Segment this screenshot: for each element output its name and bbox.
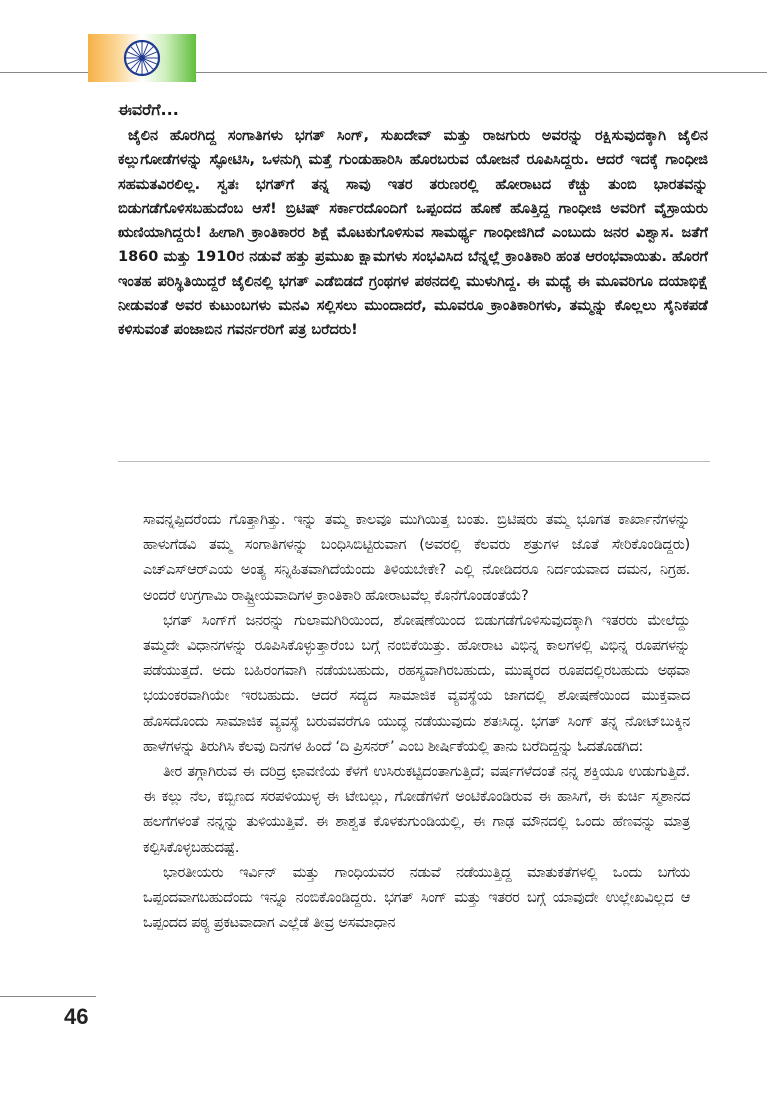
page-number: 46	[64, 1004, 89, 1029]
ashoka-chakra-icon	[125, 41, 159, 75]
summary-box	[118, 100, 710, 460]
body-paragraph: ಸಾವನ್ನಪ್ಪಿದರೆಂದು ಗೊತ್ತಾಗಿತ್ತು. ಇನ್ನು ತಮ್ಮ ಕಾಲವೂ ಮುಗಿಯಿತ್ತ ಬಂತು. ಬ್ರಿಟಿಷರು ತಮ್ಮ ಭೂಗತ ಕಾರ್ಖಾನೆಗಳನ್ನು ಹಾಳುಗೆಡವಿ ತಮ್ಮ ಸಂಗಾತಿಗಳನ್ನು ಬಂಧಿಸಿಬಿಟ್ಟಿರುವಾಗ (ಅವರಲ್ಲಿ ಕೆಲವರು ಶತ್ರುಗಳ ಜೊತೆ ಸೇರಿಕೊಂಡಿದ್ದರು) ಎಚ್‌ಎಸ್‌ಆರ್‌ಎಯ ಅಂತ್ಯ ಸನ್ನಿಹಿತವಾಗಿದೆಯೆಂದು ತಿಳಿಯಬೇಕೇ? ಎಲ್ಲಿ ನೋಡಿದರೂ ನಿರ್ದಯವಾದ ದಮನ, ನಿಗ್ರಹ. ಅಂದರೆ ಉಗ್ರಗಾಮಿ ರಾಷ್ಟ್ರೀಯವಾದಿಗಳ ಕ್ರಾಂತಿಕಾರಿ ಹೋರಾಟವೆಲ್ಲ ಕೊನೆಗೊಂಡಂತೆಯೆ?	[143, 512, 690, 604]
body-paragraph: ತೀರ ತಗ್ಗಾಗಿರುವ ಈ ದರಿದ್ರ ಛಾವಣಿಯ ಕೆಳಗೆ ಉಸಿರುಕಟ್ಟಿದಂತಾಗುತ್ತಿದೆ; ವರ್ಷಗಳೆದಂತೆ ನನ್ನ ಶಕ್ತಿಯೂ ಉಡುಗುತ್ತಿದೆ. ಈ ಕಲ್ಲು ನೆಲ, ಕಬ್ಬಿಣದ ಸರಪಳಿಯುಳ್ಳ ಈ ಟೇಬಲ್ಲು, ಗೋಡೆಗಳಿಗೆ ಅಂಟಿಕೊಂಡಿರುವ ಈ ಹಾಸಿಗೆ, ಈ ಕುರ್ಚಿ ಸ್ಮಶಾನದ ಹಲಗೆಗಳಂತೆ ನನ್ನನ್ನು ತುಳಿಯುತ್ತಿವೆ. ಈ ಶಾಶ್ವತ ಕೊಳಕುಗುಂಡಿಯಲ್ಲಿ, ಈ ಗಾಢ ಮೌನದಲ್ಲಿ ಒಂದು ಹೆಣವನ್ನು ಮಾತ್ರ ಕಲ್ಪಿಸಿಕೊಳ್ಳಬಹುದಷ್ಟೆ.	[143, 764, 690, 856]
summary-text: ಜೈಲಿನ ಹೊರಗಿದ್ದ ಸಂಗಾತಿಗಳು ಭಗತ್ ಸಿಂಗ್, ಸುಖದೇವ್ ಮತ್ತು ರಾಜಗುರು ಅವರನ್ನು ರಕ್ಷಿಸುವುದಕ್ಕಾಗಿ ಜೈಲಿನ ಕಲ್ಲುಗೋಡೆಗಳನ್ನು ಸ್ಫೋಟಿಸಿ, ಒಳನುಗ್ಗಿ ಮತ್ತೆ ಗುಂಡುಹಾರಿಸಿ ಹೊರಬರುವ ಯೋಜನೆ ರೂಪಿಸಿದ್ದರು. ಆದರೆ ಇದಕ್ಕೆ ಗಾಂಧೀಜಿ ಸಹಮತವಿರಲಿಲ್ಲ. ಸ್ವತಃ ಭಗತ್‌ಗೆ ತನ್ನ ಸಾವು ಇತರ ತರುಣರಲ್ಲಿ ಹೋರಾಟದ ಕೆಚ್ಚು ತುಂಬಿ ಭಾರತವನ್ನು ಬಿಡುಗಡೆಗೊಳಿಸಬಹುದೆಂಬ ಆಸೆ! ಬ್ರಿಟಿಷ್ ಸರ್ಕಾರದೊಂದಿಗೆ ಒಪ್ಪಂದದ ಹೊಣೆ ಹೊತ್ತಿದ್ದ ಗಾಂಧೀಜಿ ಅವರಿಗೆ ವೈಸ್ರಾಯರು ಋಣಿಯಾಗಿದ್ದರು! ಹೀಗಾಗಿ ಕ್ರಾಂತಿಕಾರರ ಶಿಕ್ಷೆ ಮೊಟಕುಗೊಳಿಸುವ ಸಾಮರ್ಥ್ಯ ಗಾಂಧೀಜಿಗಿದೆ ಎಂಬುದು ಜನರ ವಿಶ್ವಾಸ. ಜತೆಗೆ 1860 ಮತ್ತು 1910ರ ನಡುವೆ ಹತ್ತು ಪ್ರಮುಖ ಕ್ಷಾಮಗಳು ಸಂಭವಿಸಿದ ಬೆನ್ನಲ್ಲೆ ಕ್ರಾಂತಿಕಾರಿ ಹಂತ ಆರಂಭವಾಯಿತು. ಹೊರಗೆ ಇಂತಹ ಪರಿಸ್ಥಿತಿಯಿದ್ದರೆ ಜೈಲಿನಲ್ಲಿ ಭಗತ್ ಎಡೆಬಿಡದೆ ಗ್ರಂಥಗಳ ಪಠನದಲ್ಲಿ ಮುಳುಗಿದ್ದ. ಈ ಮಧ್ಯೆ ಈ ಮೂವರಿಗೂ ದಯಾಭಿಕ್ಷೆ ನೀಡುವಂತೆ ಅವರ ಕುಟುಂಬಗಳು ಮನವಿ ಸಲ್ಲಿಸಲು ಮುಂದಾದರೆ, ಮೂವರೂ ಕ್ರಾಂತಿಕಾರಿಗಳು, ತಮ್ಮನ್ನು ಕೊಲ್ಲಲು ಸೈನಿಕಪಡೆ ಕಳಿಸುವಂತೆ ಪಂಜಾಬಿನ ಗವರ್ನರರಿಗೆ ಪತ್ರ ಬರೆದರು!	[118, 128, 708, 339]
footer-rule	[0, 996, 96, 997]
flag-logo-icon	[88, 34, 196, 82]
body-paragraph: ಭಾರತೀಯರು ಇರ್ವಿನ್ ಮತ್ತು ಗಾಂಧಿಯವರ ನಡುವೆ ನಡೆಯುತ್ತಿದ್ದ ಮಾತುಕತೆಗಳಲ್ಲಿ ಒಂದು ಬಗೆಯ ಒಪ್ಪಂದವಾಗಬಹುದೆಂದು ಇನ್ನೂ ನಂಬಿಕೊಂಡಿದ್ದರು. ಭಗತ್ ಸಿಂಗ್ ಮತ್ತು ಇತರರ ಬಗ್ಗೆ ಯಾವುದೇ ಉಲ್ಲೇಖವಿಲ್ಲದ ಆ ಒಪ್ಪಂದದ ಪಠ್ಯ ಪ್ರಕಟವಾದಾಗ ಎಲ್ಲೆಡೆ ತೀವ್ರ ಅಸಮಾಧಾನ	[143, 864, 690, 932]
summary-heading: ಈವರೆಗೆ...	[118, 100, 179, 119]
body-paragraph: ಭಗತ್ ಸಿಂಗ್‌ಗೆ ಜನರನ್ನು ಗುಲಾಮಗಿರಿಯಿಂದ, ಶೋಷಣೆಯಿಂದ ಬಿಡುಗಡೆಗೊಳಿಸುವುದಕ್ಕಾಗಿ ಇತರರು ಮೇಲೆದ್ದು ತಮ್ಮದೇ ವಿಧಾನಗಳನ್ನು ರೂಪಿಸಿಕೊಳ್ಳುತ್ತಾರೆಂಬ ಬಗ್ಗೆ ನಂಬಿಕೆಯಿತ್ತು. ಹೋರಾಟ ವಿಭಿನ್ನ ಕಾಲಗಳಲ್ಲಿ ವಿಭಿನ್ನ ರೂಪಗಳನ್ನು ಪಡೆಯುತ್ತದೆ. ಅದು ಬಹಿರಂಗವಾಗಿ ನಡೆಯಬಹುದು, ರಹಸ್ಯವಾಗಿರಬಹುದು, ಮುಷ್ಕರದ ರೂಪದಲ್ಲಿರಬಹುದು ಅಥವಾ ಭಯಂಕರವಾಗಿಯೇ ಇರಬಹುದು. ಆದರೆ ಸದ್ಯದ ಸಾಮಾಜಿಕ ವ್ಯವಸ್ಥೆಯ ಜಾಗದಲ್ಲಿ ಶೋಷಣೆಯಿಂದ ಮುಕ್ತವಾದ ಹೊಸದೊಂದು ಸಾಮಾಜಿಕ ವ್ಯವಸ್ಥೆ ಬರುವವರೆಗೂ ಯುದ್ಧ ನಡೆಯುವುದು ಶತಃಸಿದ್ಧ. ಭಗತ್ ಸಿಂಗ್ ತನ್ನ ನೋಟ್‌ಬುಕ್ಕಿನ ಹಾಳೆಗಳನ್ನು ತಿರುಗಿಸಿ ಕೆಲವು ದಿನಗಳ ಹಿಂದೆ ‘ದಿ ಪ್ರಿಸನರ್’ ಎಂಬ ಶೀರ್ಷಿಕೆಯಲ್ಲಿ ತಾನು ಬರೆದಿದ್ದನ್ನು ಓದತೊಡಗಿದ:	[143, 612, 690, 755]
article-body	[143, 508, 690, 936]
section-divider	[118, 461, 710, 462]
